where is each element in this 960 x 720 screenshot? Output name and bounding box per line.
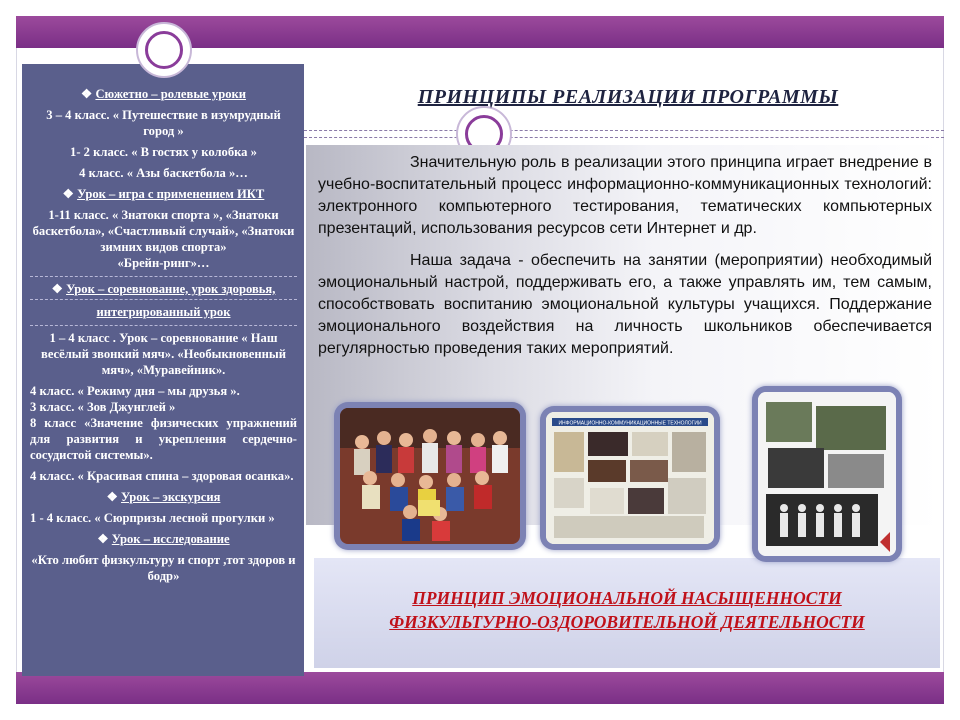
principle-title-line: ФИЗКУЛЬТУРНО-ОЗДОРОВИТЕЛЬНОЙ ДЕЯТЕЛЬНОСТИ bbox=[389, 612, 865, 632]
group-photo bbox=[334, 402, 526, 550]
lesson-types-sidebar bbox=[22, 64, 304, 676]
sidebar-item: 8 класс «Значение физических упражнений для развития и укрепления сердечно-сосудистой системы». bbox=[30, 416, 297, 462]
principle-title bbox=[314, 586, 940, 634]
sidebar-heading: ❖ Урок – экскурсия bbox=[106, 490, 221, 504]
sidebar-item: 4 класс. « Режиму дня – мы друзья ». bbox=[30, 384, 240, 398]
sidebar-separator bbox=[30, 276, 297, 277]
sidebar-item: 4 класс. « Азы баскетбола »… bbox=[79, 166, 248, 180]
sidebar-heading: ❖ Урок – соревнование, урок здоровья, bbox=[51, 282, 276, 296]
children-group-image bbox=[340, 408, 520, 544]
main-text bbox=[318, 152, 932, 370]
sidebar-heading: ❖ Урок – игра с применением ИКТ bbox=[62, 187, 265, 201]
principle-title-line: ПРИНЦИП ЭМОЦИОНАЛЬНОЙ НАСЫЩЕННОСТИ bbox=[412, 588, 842, 608]
sidebar-item: «Кто любит физкультуру и спорт ,тот здоров и бодр» bbox=[31, 553, 296, 583]
sidebar-item: 1- 2 класс. « В гостях у колобка » bbox=[70, 145, 257, 159]
divider-line bbox=[304, 130, 944, 131]
bottom-band bbox=[16, 672, 944, 704]
sidebar-item: 3 класс. « Зов Джунглей » bbox=[30, 400, 176, 414]
paragraph: Наша задача - обеспечить на занятии (мероприятии) необходимый эмоциональный настрой, поддерживать его, а также управлять им, тем самым, способствовать воспитанию эмоциональной культуры учащихся. Поддержание эмоционального воздействия на личность школьников обеспечивается регулярностью проведения таких мероприятий. bbox=[318, 252, 932, 357]
sidebar-item: 1 - 4 класс. « Сюрпризы лесной прогулки » bbox=[30, 511, 275, 525]
sidebar-heading: ❖ Урок – исследование bbox=[97, 532, 230, 546]
poster-image bbox=[546, 412, 714, 544]
sidebar-heading: интегрированный урок bbox=[96, 305, 231, 319]
sidebar-item: 1 – 4 класс . Урок – соревнование « Наш весёлый звонкий мяч». «Необыкновенный мяч», «Муравейник». bbox=[41, 331, 286, 377]
ict-poster-photo bbox=[540, 406, 720, 550]
sidebar-item: 4 класс. « Красивая спина – здоровая осанка». bbox=[30, 469, 294, 483]
sidebar-separator bbox=[30, 325, 297, 326]
divider-line bbox=[304, 137, 944, 138]
sidebar-item: 1-11 класс. « Знатоки спорта », «Знатоки баскетбола», «Счастливый случай», «Знатоки зимних видов спорта» bbox=[32, 208, 295, 254]
page-title: ПРИНЦИПЫ РЕАЛИЗАЦИИ ПРОГРАММЫ bbox=[417, 86, 839, 108]
dance-photo bbox=[752, 386, 902, 562]
sidebar-separator bbox=[30, 299, 297, 300]
paragraph: Значительную роль в реализации этого принципа играет внедрение в учебно-воспитательный процесс информационно-коммуникационных технологий: электронного компьютерного тестирования, тематических компьютерных презентаций, использования ресурсов сети Интернет и др. bbox=[318, 154, 932, 237]
ring-ornament-icon bbox=[136, 22, 192, 78]
poster-caption: ИНФОРМАЦИОННО-КОММУНИКАЦИОННЫЕ ТЕХНОЛОГИИ bbox=[558, 420, 702, 427]
sidebar-item: «Брейн-ринг»… bbox=[117, 256, 210, 270]
sidebar-item: 3 – 4 класс. « Путешествие в изумрудный город » bbox=[46, 108, 281, 138]
dance-collage-image bbox=[758, 392, 896, 556]
sidebar-heading: ❖ Сюжетно – ролевые уроки bbox=[80, 87, 247, 101]
